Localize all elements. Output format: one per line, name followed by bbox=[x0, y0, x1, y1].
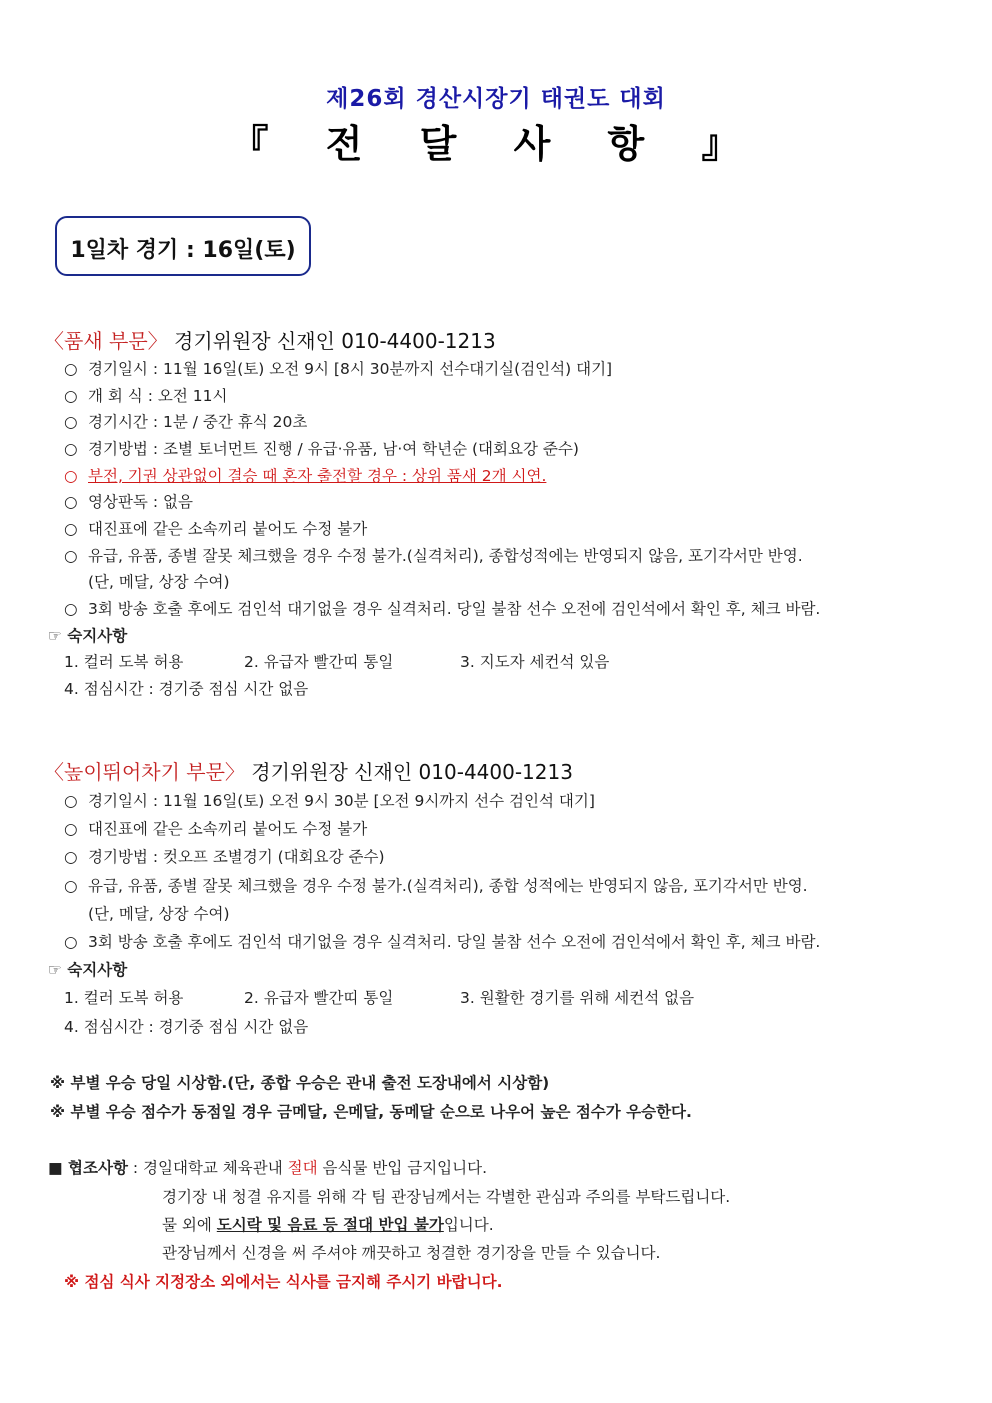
final-solo-rule: 부전, 기권 상관없이 결승 때 혼자 출전할 경우 : 상위 품새 2개 시연. bbox=[88, 467, 547, 485]
list-item-continuation: (단, 메달, 상장 수여) bbox=[88, 573, 230, 591]
list-item bbox=[64, 464, 546, 486]
note-item: 3. 지도자 세컨석 있음 bbox=[460, 653, 610, 671]
circle-bullet-icon: ○ bbox=[64, 387, 78, 405]
circle-bullet-icon: ○ bbox=[64, 600, 78, 618]
list-item: ○ 3회 방송 호출 후에도 검인석 대기없을 경우 실격처리. 당일 불참 선수 오전에 검인석에서 확인 후, 체크 바람. bbox=[64, 600, 821, 618]
notes-heading: ☞ 숙지사항 bbox=[48, 627, 128, 645]
note-item: 2. 유급자 빨간띠 통일 bbox=[244, 653, 394, 671]
list-item: ○ 경기방법 : 컷오프 조별경기 (대회요강 준수) bbox=[64, 848, 385, 866]
circle-bullet-icon: ○ bbox=[64, 547, 78, 565]
note-item: 3. 원활한 경기를 위해 세컨석 없음 bbox=[460, 989, 695, 1007]
list-item: ○ 유급, 유품, 종별 잘못 체크했을 경우 수정 불가.(실격처리), 종합 성적에는 반영되지 않음, 포기각서만 반영. bbox=[64, 877, 808, 895]
list-item: ○ 대진표에 같은 소속끼리 붙어도 수정 불가 bbox=[64, 520, 368, 538]
cooperation-line-2: 경기장 내 청결 유지를 위해 각 팀 관장님께서는 각별한 관심과 주의를 부탁드립니다. bbox=[162, 1188, 731, 1206]
jump-heading bbox=[44, 756, 573, 785]
note-item: 1. 컬러 도복 허용 bbox=[64, 653, 184, 671]
lunch-warning: ※ 점심 식사 지정장소 외에서는 식사를 금지해 주시기 바랍니다. bbox=[64, 1273, 503, 1291]
jump-contact: 경기위원장 신재인 010-4400-1213 bbox=[251, 760, 573, 784]
cooperation-line-1: ■ 협조사항 : 경일대학교 체육관내 절대 음식물 반입 금지입니다. bbox=[48, 1159, 488, 1177]
note-item: 4. 점심시간 : 경기중 점심 시간 없음 bbox=[64, 1018, 309, 1036]
circle-bullet-icon: ○ bbox=[64, 413, 78, 431]
poomsae-section-name: 〈품새 부문〉 bbox=[44, 329, 168, 353]
circle-bullet-icon: ○ bbox=[64, 360, 78, 378]
list-item: ○ 경기시간 : 1분 / 중간 휴식 20초 bbox=[64, 413, 308, 431]
cooperation-line-3: 물 외에 도시락 및 음료 등 절대 반입 불가입니다. bbox=[162, 1216, 494, 1234]
notes-heading: ☞ 숙지사항 bbox=[48, 961, 128, 979]
emphasis-absolute: 절대 bbox=[287, 1159, 318, 1177]
circle-bullet-icon: ○ bbox=[64, 820, 78, 838]
notice-award: ※ 부별 우승 당일 시상함.(단, 종합 우승은 관내 출전 도장내에서 시상함) bbox=[50, 1074, 550, 1092]
list-item: ○ 경기일시 : 11월 16일(토) 오전 9시 [8시 30분까지 선수대기실(검인석) 대기] bbox=[64, 360, 613, 378]
circle-bullet-icon: ○ bbox=[64, 440, 78, 458]
day-box-label: 1일차 경기 : 16일(토) bbox=[70, 238, 296, 263]
list-item: ○ 3회 방송 호출 후에도 검인석 대기없을 경우 실격처리. 당일 불참 선수 오전에 검인석에서 확인 후, 체크 바람. bbox=[64, 933, 821, 951]
list-item: ○ 경기일시 : 11월 16일(토) 오전 9시 30분 [오전 9시까지 선수 검인석 대기] bbox=[64, 792, 595, 810]
note-item: 1. 컬러 도복 허용 bbox=[64, 989, 184, 1007]
note-item: 4. 점심시간 : 경기중 점심 시간 없음 bbox=[64, 680, 309, 698]
circle-bullet-icon: ○ bbox=[64, 520, 78, 538]
list-item: ○ 영상판독 : 없음 bbox=[64, 493, 193, 511]
circle-bullet-icon: ○ bbox=[64, 792, 78, 810]
list-item: ○ 경기방법 : 조별 토너먼트 진행 / 유급·유품, 남·여 학년순 (대회요강 준수) bbox=[64, 440, 579, 458]
list-item: ○ 유급, 유품, 종별 잘못 체크했을 경우 수정 불가.(실격처리), 종합성적에는 반영되지 않음, 포기각서만 반영. bbox=[64, 547, 803, 565]
event-title: 제26회 경산시장기 태권도 대회 bbox=[326, 86, 666, 112]
list-item: ○ 개 회 식 : 오전 11시 bbox=[64, 387, 228, 405]
circle-bullet-icon: ○ bbox=[64, 933, 78, 951]
cooperation-line-4: 관장님께서 신경을 써 주셔야 깨끗하고 청결한 경기장을 만들 수 있습니다. bbox=[162, 1244, 661, 1262]
circle-bullet-icon: ○ bbox=[64, 493, 78, 511]
list-item: ○ 대진표에 같은 소속끼리 붙어도 수정 불가 bbox=[64, 820, 368, 838]
page-title: 『 전 달 사 항 』 bbox=[230, 122, 762, 166]
jump-section-name: 〈높이뛰어차기 부문〉 bbox=[44, 760, 245, 784]
circle-bullet-icon: ○ bbox=[64, 848, 78, 866]
note-item: 2. 유급자 빨간띠 통일 bbox=[244, 989, 394, 1007]
notice-tiebreak: ※ 부별 우승 점수가 동점일 경우 금메달, 은메달, 동메달 순으로 나우어 높은 점수가 우승한다. bbox=[50, 1103, 692, 1121]
circle-bullet-icon: ○ bbox=[64, 467, 78, 485]
circle-bullet-icon: ○ bbox=[64, 877, 78, 895]
poomsae-heading bbox=[44, 325, 496, 354]
day-box bbox=[55, 216, 311, 276]
poomsae-contact: 경기위원장 신재인 010-4400-1213 bbox=[174, 329, 496, 353]
list-item-continuation: (단, 메달, 상장 수여) bbox=[88, 905, 230, 923]
no-food-emphasis: 도시락 및 음료 등 절대 반입 불가 bbox=[216, 1216, 444, 1234]
cooperation-label: ■ 협조사항 bbox=[48, 1159, 128, 1177]
